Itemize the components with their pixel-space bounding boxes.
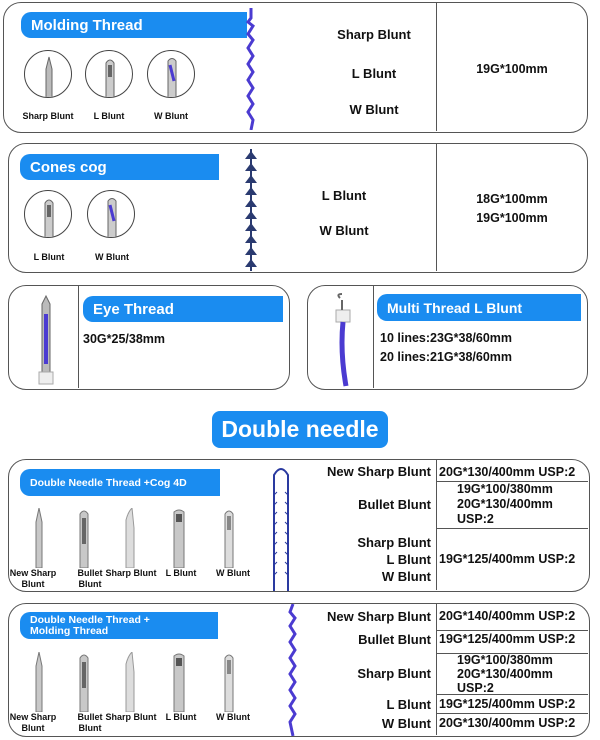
title-line: Double Needle Thread + [30, 613, 150, 626]
type-label: Sharp Blunt [357, 535, 431, 550]
eye-needle-image [31, 294, 61, 388]
needle-label: W Blunt [216, 568, 250, 578]
divider [78, 286, 79, 388]
needle-image [120, 508, 140, 573]
needle-image [169, 652, 189, 717]
needle-label: W Blunt [216, 712, 250, 722]
spec-value [439, 697, 575, 711]
type-label: Sharp Blunt [337, 27, 411, 42]
type-label: New Sharp Blunt [326, 609, 431, 624]
needle-w-blunt-image [87, 190, 135, 238]
multi-thread-title: Multi Thread L Blunt [377, 294, 581, 321]
needle-image [29, 508, 49, 573]
divider [373, 286, 374, 388]
spec-value: 20 lines:21G*38/60mm [380, 350, 513, 364]
spec-value: 19G*100mm [476, 211, 548, 225]
spec-value: 19G*100mm [476, 62, 548, 76]
molding-thread-icon [244, 8, 258, 130]
needle-label: Bullet Blunt [77, 568, 103, 589]
divider [436, 604, 437, 735]
double-needle-cog-title: Double Needle Thread +Cog 4D [20, 469, 220, 496]
spec-line: 20G*140/400mm USP:2 [439, 609, 576, 623]
spec-line: 19G*125/400mm USP:2 [439, 697, 576, 711]
spec-value: 30G*25/38mm [83, 332, 166, 346]
needle-label: L Blunt [33, 252, 65, 262]
type-label: L Blunt [321, 188, 367, 203]
needle-image [120, 652, 140, 717]
needle-label: L Blunt [165, 568, 197, 578]
molding-thread-icon [287, 604, 299, 736]
spec-value [457, 653, 553, 695]
double-needle-cog-card [8, 459, 590, 592]
type-label: Bullet Blunt [358, 497, 431, 512]
spec-value [439, 609, 575, 623]
molding-thread-title: Molding Thread [21, 12, 247, 38]
double-needle-heading: Double needle [212, 411, 388, 448]
divider [436, 144, 437, 271]
spec-line: 20G*130/400mm [457, 497, 553, 511]
type-label: L Blunt [351, 66, 397, 81]
type-label: W Blunt [381, 716, 431, 731]
needle-label: L Blunt [165, 712, 197, 722]
spec-line: 20G*130/400mm [457, 667, 553, 681]
multi-thread-card [307, 285, 588, 390]
needle-w-blunt-image [147, 50, 195, 98]
divider [436, 460, 437, 590]
spec-value: 10 lines:23G*38/60mm [380, 331, 513, 345]
spec-value: 18G*100mm [476, 192, 548, 206]
spec-line: USP:2 [457, 681, 494, 695]
cog-thread-icon [243, 149, 259, 271]
needle-image [219, 652, 239, 717]
eye-thread-title: Eye Thread [83, 296, 283, 322]
spec-value [439, 716, 575, 730]
needle-image [219, 508, 239, 573]
needle-label: W Blunt [154, 111, 188, 121]
needle-l-blunt-image [24, 190, 72, 238]
spec-line: 20G*130/400mm USP:2 [439, 716, 576, 730]
needle-l-blunt-image [85, 50, 133, 98]
type-label: W Blunt [349, 102, 399, 117]
spec-value [457, 482, 553, 527]
type-label: L Blunt [386, 697, 431, 712]
spec-line: 19G*100/380mm [457, 653, 553, 667]
spec-value: 19G*125/400mm USP:2 [439, 552, 576, 566]
spec-line: USP:2 [457, 512, 494, 526]
needle-label: Bullet Blunt [77, 712, 103, 733]
needle-sharp-blunt-image [24, 50, 72, 98]
needle-image [74, 652, 94, 717]
spec-value: 20G*130/400mm USP:2 [439, 465, 576, 479]
spec-line: 19G*125/400mm USP:2 [439, 632, 576, 646]
type-label: Bullet Blunt [358, 632, 431, 647]
multi-thread-needle-image [326, 292, 360, 388]
eye-thread-card [8, 285, 290, 390]
type-label: W Blunt [381, 569, 431, 584]
needle-label: Sharp Blunt [105, 568, 157, 578]
type-label-group [299, 534, 431, 585]
title-line: Molding Thread [30, 624, 109, 637]
needle-label: New Sharp Blunt [9, 568, 57, 589]
needle-label: New Sharp Blunt [9, 712, 57, 733]
double-needle-molding-card [8, 603, 590, 737]
needle-image [74, 508, 94, 573]
divider [436, 528, 588, 529]
type-label: L Blunt [386, 552, 431, 567]
type-label: New Sharp Blunt [326, 464, 431, 479]
divider [436, 630, 588, 631]
double-cog-thread-icon [269, 465, 293, 591]
divider [436, 3, 437, 131]
type-label: W Blunt [319, 223, 369, 238]
spec-line: 19G*100/380mm [457, 482, 553, 496]
needle-image [169, 508, 189, 573]
double-needle-molding-title [20, 612, 218, 639]
molding-thread-card [3, 2, 588, 133]
needle-label: Sharp Blunt [22, 111, 74, 121]
type-label: Sharp Blunt [357, 666, 431, 681]
cones-cog-card [8, 143, 588, 273]
spec-value [439, 632, 575, 646]
needle-label: W Blunt [95, 252, 129, 262]
cones-cog-title: Cones cog [20, 154, 219, 180]
divider [436, 713, 588, 714]
needle-image [29, 652, 49, 717]
needle-label: L Blunt [93, 111, 125, 121]
needle-label: Sharp Blunt [105, 712, 157, 722]
